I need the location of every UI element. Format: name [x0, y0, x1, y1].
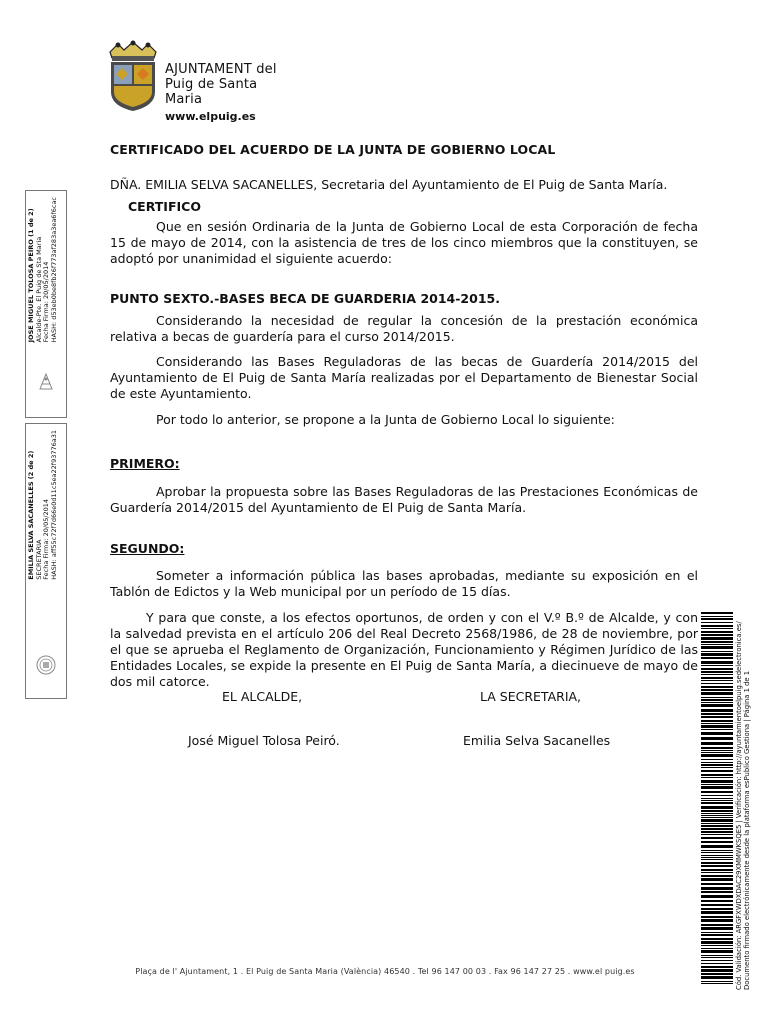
barcode-bar	[701, 802, 733, 804]
barcode-bar	[701, 618, 733, 620]
secretary-label: LA SECRETARIA,	[480, 689, 582, 704]
secretary-name: Emilia Selva Sacanelles	[463, 733, 611, 748]
barcode-bar	[701, 709, 733, 712]
barcode-bar	[701, 806, 733, 809]
signature-hash: HASH: d53eb0be8fb26f773af283a3ea6f6cac	[49, 197, 58, 343]
municipal-crest-icon	[108, 40, 158, 112]
closing-paragraph: Y para que conste, a los efectos oportunos, de orden y con el V.º B.º de Alcalde, y con la salvedad prevista en el artículo 206 del Real Decreto 2568/1986, de 28 de noviembre, por el que se aprueba el Reglamento de Organización, Funcionamiento y Régimen Jurídico de las Entidades Locales, se expide la presente en El Puig de Santa María, a diecinueve de mayo de dos mil catorce.	[110, 610, 698, 689]
seal-stamp-icon	[35, 654, 57, 676]
municipal-logo	[108, 40, 298, 123]
barcode-bar	[701, 683, 733, 684]
intro-paragraph: DÑA. EMILIA SELVA SACANELLES, Secretaria del Ayuntamiento de El Puig de Santa María.	[110, 177, 668, 192]
barcode-icon	[701, 612, 733, 986]
signature-date: Fecha Firma: 20/05/2014	[42, 498, 50, 580]
barcode-bar	[701, 887, 733, 890]
barcode-bar	[701, 616, 733, 617]
barcode-bar	[701, 795, 733, 796]
barcode-bar	[701, 955, 733, 956]
signer-name: JOSE MIGUEL TOLOSA PEIRO (1 de 2)	[27, 208, 35, 343]
barcode-bar	[701, 850, 733, 851]
barcode-bar	[701, 791, 733, 793]
barcode-bar	[701, 823, 733, 824]
barcode-bar	[701, 852, 733, 853]
barcode-bar	[701, 875, 733, 877]
barcode-bar	[701, 927, 733, 930]
barcode-bar	[701, 720, 733, 722]
barcode-bar	[701, 631, 733, 633]
barcode-bar	[701, 732, 733, 735]
barcode-bar	[701, 862, 733, 864]
barcode-bar	[701, 919, 733, 922]
barcode-bar	[701, 924, 733, 926]
signer-role: SECRETARIA	[34, 539, 43, 580]
barcode-bar	[701, 934, 733, 936]
mayor-label: EL ALCALDE,	[222, 689, 303, 704]
barcode-bar	[701, 661, 733, 664]
barcode-bar	[701, 702, 733, 703]
barcode-bar	[701, 786, 733, 789]
barcode-bar	[701, 784, 733, 785]
barcode-bar	[701, 938, 733, 940]
barcode-bar	[701, 883, 733, 885]
barcode-bar	[701, 692, 733, 695]
signer-role: Alcalde-Pte. El Puig de Sta Maria	[34, 236, 43, 343]
barcode-bar	[701, 780, 733, 783]
barcode-bar	[701, 976, 733, 979]
barcode-bar	[701, 641, 733, 643]
footer-address: Plaça de l' Ajuntament, 1 . El Puig de Santa Maria (València) 46540 . Tel 96 147 00 03 . Fax 96 147 27 25 . www.el puig.es	[135, 967, 635, 976]
barcode-bar	[701, 680, 733, 681]
barcode-bar	[701, 895, 733, 898]
barcode-bar	[701, 983, 733, 984]
barcode-bar	[701, 837, 733, 839]
barcode-bar	[701, 878, 733, 881]
barcode-bar	[701, 671, 733, 673]
barcode-bar	[701, 819, 733, 822]
barcode-bar	[701, 686, 733, 688]
logo-text	[165, 62, 298, 124]
barcode-bar	[701, 699, 733, 701]
barcode-bar	[701, 810, 733, 812]
barcode-bar	[701, 798, 733, 799]
org-website[interactable]: www.elpuig.es	[165, 110, 256, 123]
verification-text	[735, 621, 751, 990]
barcode-bar	[701, 950, 733, 953]
barcode-bar	[701, 957, 733, 958]
barcode-bar	[701, 689, 733, 691]
signature-stamp-secretary	[25, 423, 67, 699]
signature-stamp-mayor	[25, 190, 67, 418]
barcode-bar	[701, 834, 733, 835]
barcode-bar	[701, 945, 733, 946]
barcode-bar	[701, 869, 733, 871]
barcode-bar	[701, 752, 733, 753]
signature-hash: HASH: aff55c72f7d66e0d11c5ea22f93776a31	[49, 430, 58, 580]
barcode-bar	[701, 774, 733, 776]
barcode-bar	[701, 762, 733, 763]
barcode-bar	[701, 747, 733, 749]
org-name-line1: AJUNTAMENT del	[165, 62, 277, 77]
barcode-bar	[701, 737, 733, 740]
barcode-bar	[701, 716, 733, 718]
barcode-bar	[701, 855, 733, 856]
barcode-bar	[701, 674, 733, 675]
paragraph-proposal: Por todo lo anterior, se propone a la Junta de Gobierno Local lo siguiente:	[156, 412, 615, 427]
barcode-bar	[701, 770, 733, 772]
barcode-bar	[701, 637, 733, 640]
barcode-bar	[701, 831, 733, 833]
second-resolution-heading: SEGUNDO:	[110, 541, 185, 556]
barcode-bar	[701, 646, 733, 649]
barcode-bar	[701, 713, 733, 715]
barcode-bar	[701, 891, 733, 893]
barcode-bar	[701, 932, 733, 933]
barcode-bar	[701, 725, 733, 728]
barcode-bar	[701, 948, 733, 949]
barcode-bar	[701, 908, 733, 910]
barcode-bar	[701, 729, 733, 730]
barcode-bar	[701, 872, 733, 873]
agenda-item-heading: PUNTO SEXTO.-BASES BECA DE GUARDERIA 2014-2015.	[110, 291, 500, 306]
org-name-line2: Puig de Santa Maria	[165, 77, 258, 107]
barcode-bar	[701, 817, 733, 818]
barcode-bar	[701, 628, 733, 629]
barcode-bar	[701, 625, 733, 627]
barcode-bar	[701, 916, 733, 918]
barcode-bar	[701, 865, 733, 867]
barcode-bar	[701, 841, 733, 843]
barcode-bar	[701, 813, 733, 814]
barcode-bar	[701, 800, 733, 801]
barcode-bar	[701, 857, 733, 858]
first-resolution-heading: PRIMERO:	[110, 456, 180, 471]
barcode-bar	[701, 697, 733, 698]
barcode-bar	[701, 759, 733, 760]
verification-platform-line: Documento firmado electrónicamente desde la plataforma esPublico Gestiona | Página 1 de 1	[743, 670, 751, 990]
barcode-bar	[701, 960, 733, 961]
certifico-heading: CERTIFICO	[128, 199, 201, 214]
barcode-bar	[701, 723, 733, 724]
paragraph-considering-need: Considerando la necesidad de regular la concesión de la prestación económica relativa a becas de guardería para el curso 2014/2015.	[110, 313, 698, 344]
mayor-name: José Miguel Tolosa Peiró.	[188, 733, 340, 748]
paragraph-considering-bases: Considerando las Bases Reguladoras de las becas de Guardería 2014/2015 del Ayuntamiento de El Puig de Santa María realizadas por el Departamento de Bienestar Social de este Ayuntamiento.	[110, 354, 698, 401]
barcode-bar	[701, 742, 733, 745]
barcode-bar	[701, 750, 733, 751]
seal-stamp-icon	[35, 371, 57, 393]
barcode-bar	[701, 764, 733, 766]
barcode-bar	[701, 900, 733, 902]
barcode-bar	[701, 657, 733, 659]
barcode-bar	[701, 911, 733, 914]
first-resolution-text: Aprobar la propuesta sobre las Bases Reguladoras de las Prestaciones Económicas de Guardería 2014/2015 del Ayuntamiento de El Puig de Santa María.	[110, 484, 698, 515]
barcode-bar	[701, 677, 733, 679]
barcode-bar	[701, 981, 733, 982]
barcode-bar	[701, 634, 733, 636]
barcode-bar	[701, 767, 733, 768]
barcode-bar	[701, 845, 733, 848]
barcode-bar	[701, 825, 733, 827]
signature-date: Fecha Firma: 20/05/2014	[42, 261, 50, 343]
barcode-bar	[701, 828, 733, 830]
document-title: CERTIFICADO DEL ACUERDO DE LA JUNTA DE GOBIERNO LOCAL	[110, 142, 556, 157]
signer-name: EMILIA SELVA SACANELLES (2 de 2)	[27, 450, 35, 580]
barcode-bar	[701, 622, 733, 623]
barcode-bar	[701, 668, 733, 670]
barcode-bar	[701, 754, 733, 757]
barcode-bar	[701, 859, 733, 860]
barcode-bar	[701, 651, 733, 652]
barcode-bar	[701, 612, 733, 614]
paragraph-session: Que en sesión Ordinaria de la Junta de Gobierno Local de esta Corporación de fecha 15 de mayo de 2014, con la asistencia de tres de los cinco miembros que la constituyen, se adoptó por unanimidad el siguiente acuerdo:	[110, 219, 698, 266]
barcode-bar	[701, 644, 733, 645]
second-resolution-text: Someter a información pública las bases aprobadas, mediante su exposición en el Tablón de Edictos y la Web municipal por un período de 15 días.	[110, 568, 698, 599]
barcode-bar	[701, 704, 733, 707]
barcode-bar	[701, 777, 733, 778]
barcode-bar	[701, 941, 733, 944]
barcode-bar	[701, 963, 733, 964]
barcode-bar	[701, 815, 733, 816]
barcode-bar	[701, 653, 733, 656]
barcode-bar	[701, 665, 733, 666]
barcode-bar	[701, 904, 733, 906]
verification-code-line[interactable]: Cód. Validación: ARGFXWDXDAC29XMMWKSQE5 | Verificación: http://ayuntamientoelpuig.sedelectronica.es/	[735, 621, 743, 990]
